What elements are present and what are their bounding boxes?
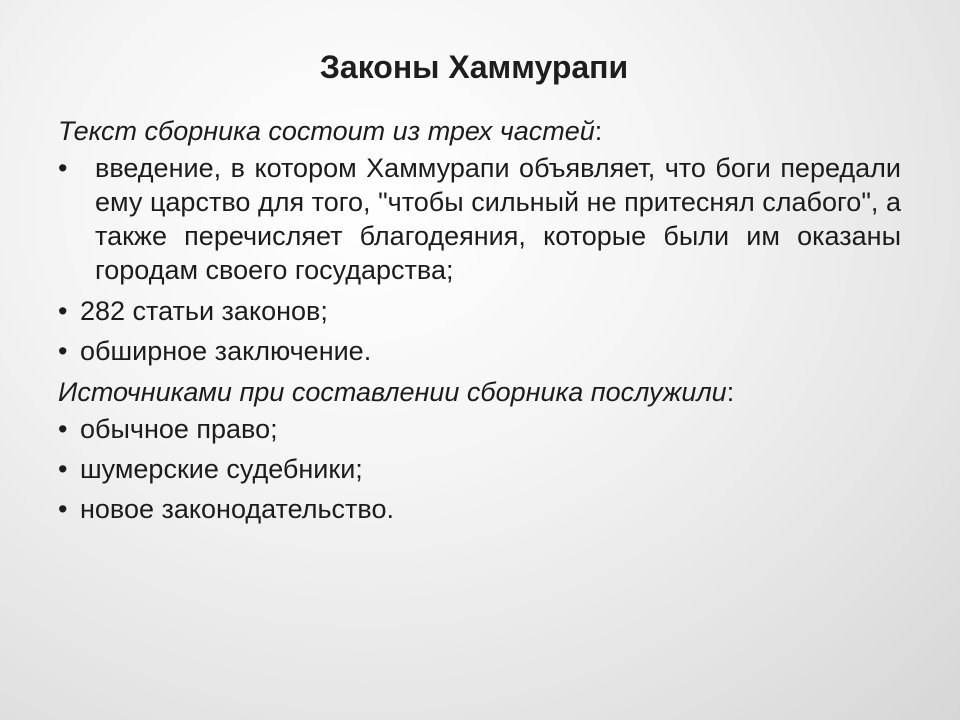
- slide-content: [58, 113, 901, 532]
- list-item-new-legislation: [58, 492, 901, 526]
- list-item-introduction: [58, 151, 901, 287]
- list-item-text: обычное право;: [80, 414, 278, 444]
- bullet-icon: •: [58, 153, 68, 183]
- bullet-icon: •: [58, 336, 68, 366]
- list-item-text: 282 статьи законов;: [80, 296, 328, 326]
- sources-intro-text: Источниками при составлении сборника послужили: [58, 377, 727, 407]
- parts-intro-colon: :: [594, 116, 603, 146]
- parts-intro: [58, 113, 901, 151]
- list-item-text: введение, в котором Хаммурапи объявляет, что боги передали ему царство для того, "чтобы сильный не притеснял слабого", а также перечисляет благодеяния, которые были им оказаны городам своего государства;: [95, 153, 901, 285]
- parts-intro-text: Текст сборника состоит из трех частей: [58, 116, 595, 146]
- list-item-customary-law: [58, 412, 901, 446]
- list-item-articles: [58, 294, 901, 328]
- bullet-icon: •: [58, 494, 68, 524]
- slide-title: Законы Хаммурапи: [319, 49, 629, 85]
- bullet-icon: •: [58, 296, 68, 326]
- sources-intro-colon: :: [726, 377, 735, 407]
- list-item-sumerian-codes: [58, 452, 901, 486]
- list-item-text: шумерские судебники;: [80, 454, 363, 484]
- list-item-conclusion: [58, 334, 901, 368]
- sources-intro: [58, 374, 901, 412]
- bullet-icon: •: [58, 414, 68, 444]
- bullet-icon: •: [58, 454, 68, 484]
- list-item-text: новое законодательство.: [80, 494, 394, 524]
- list-item-text: обширное заключение.: [80, 336, 372, 366]
